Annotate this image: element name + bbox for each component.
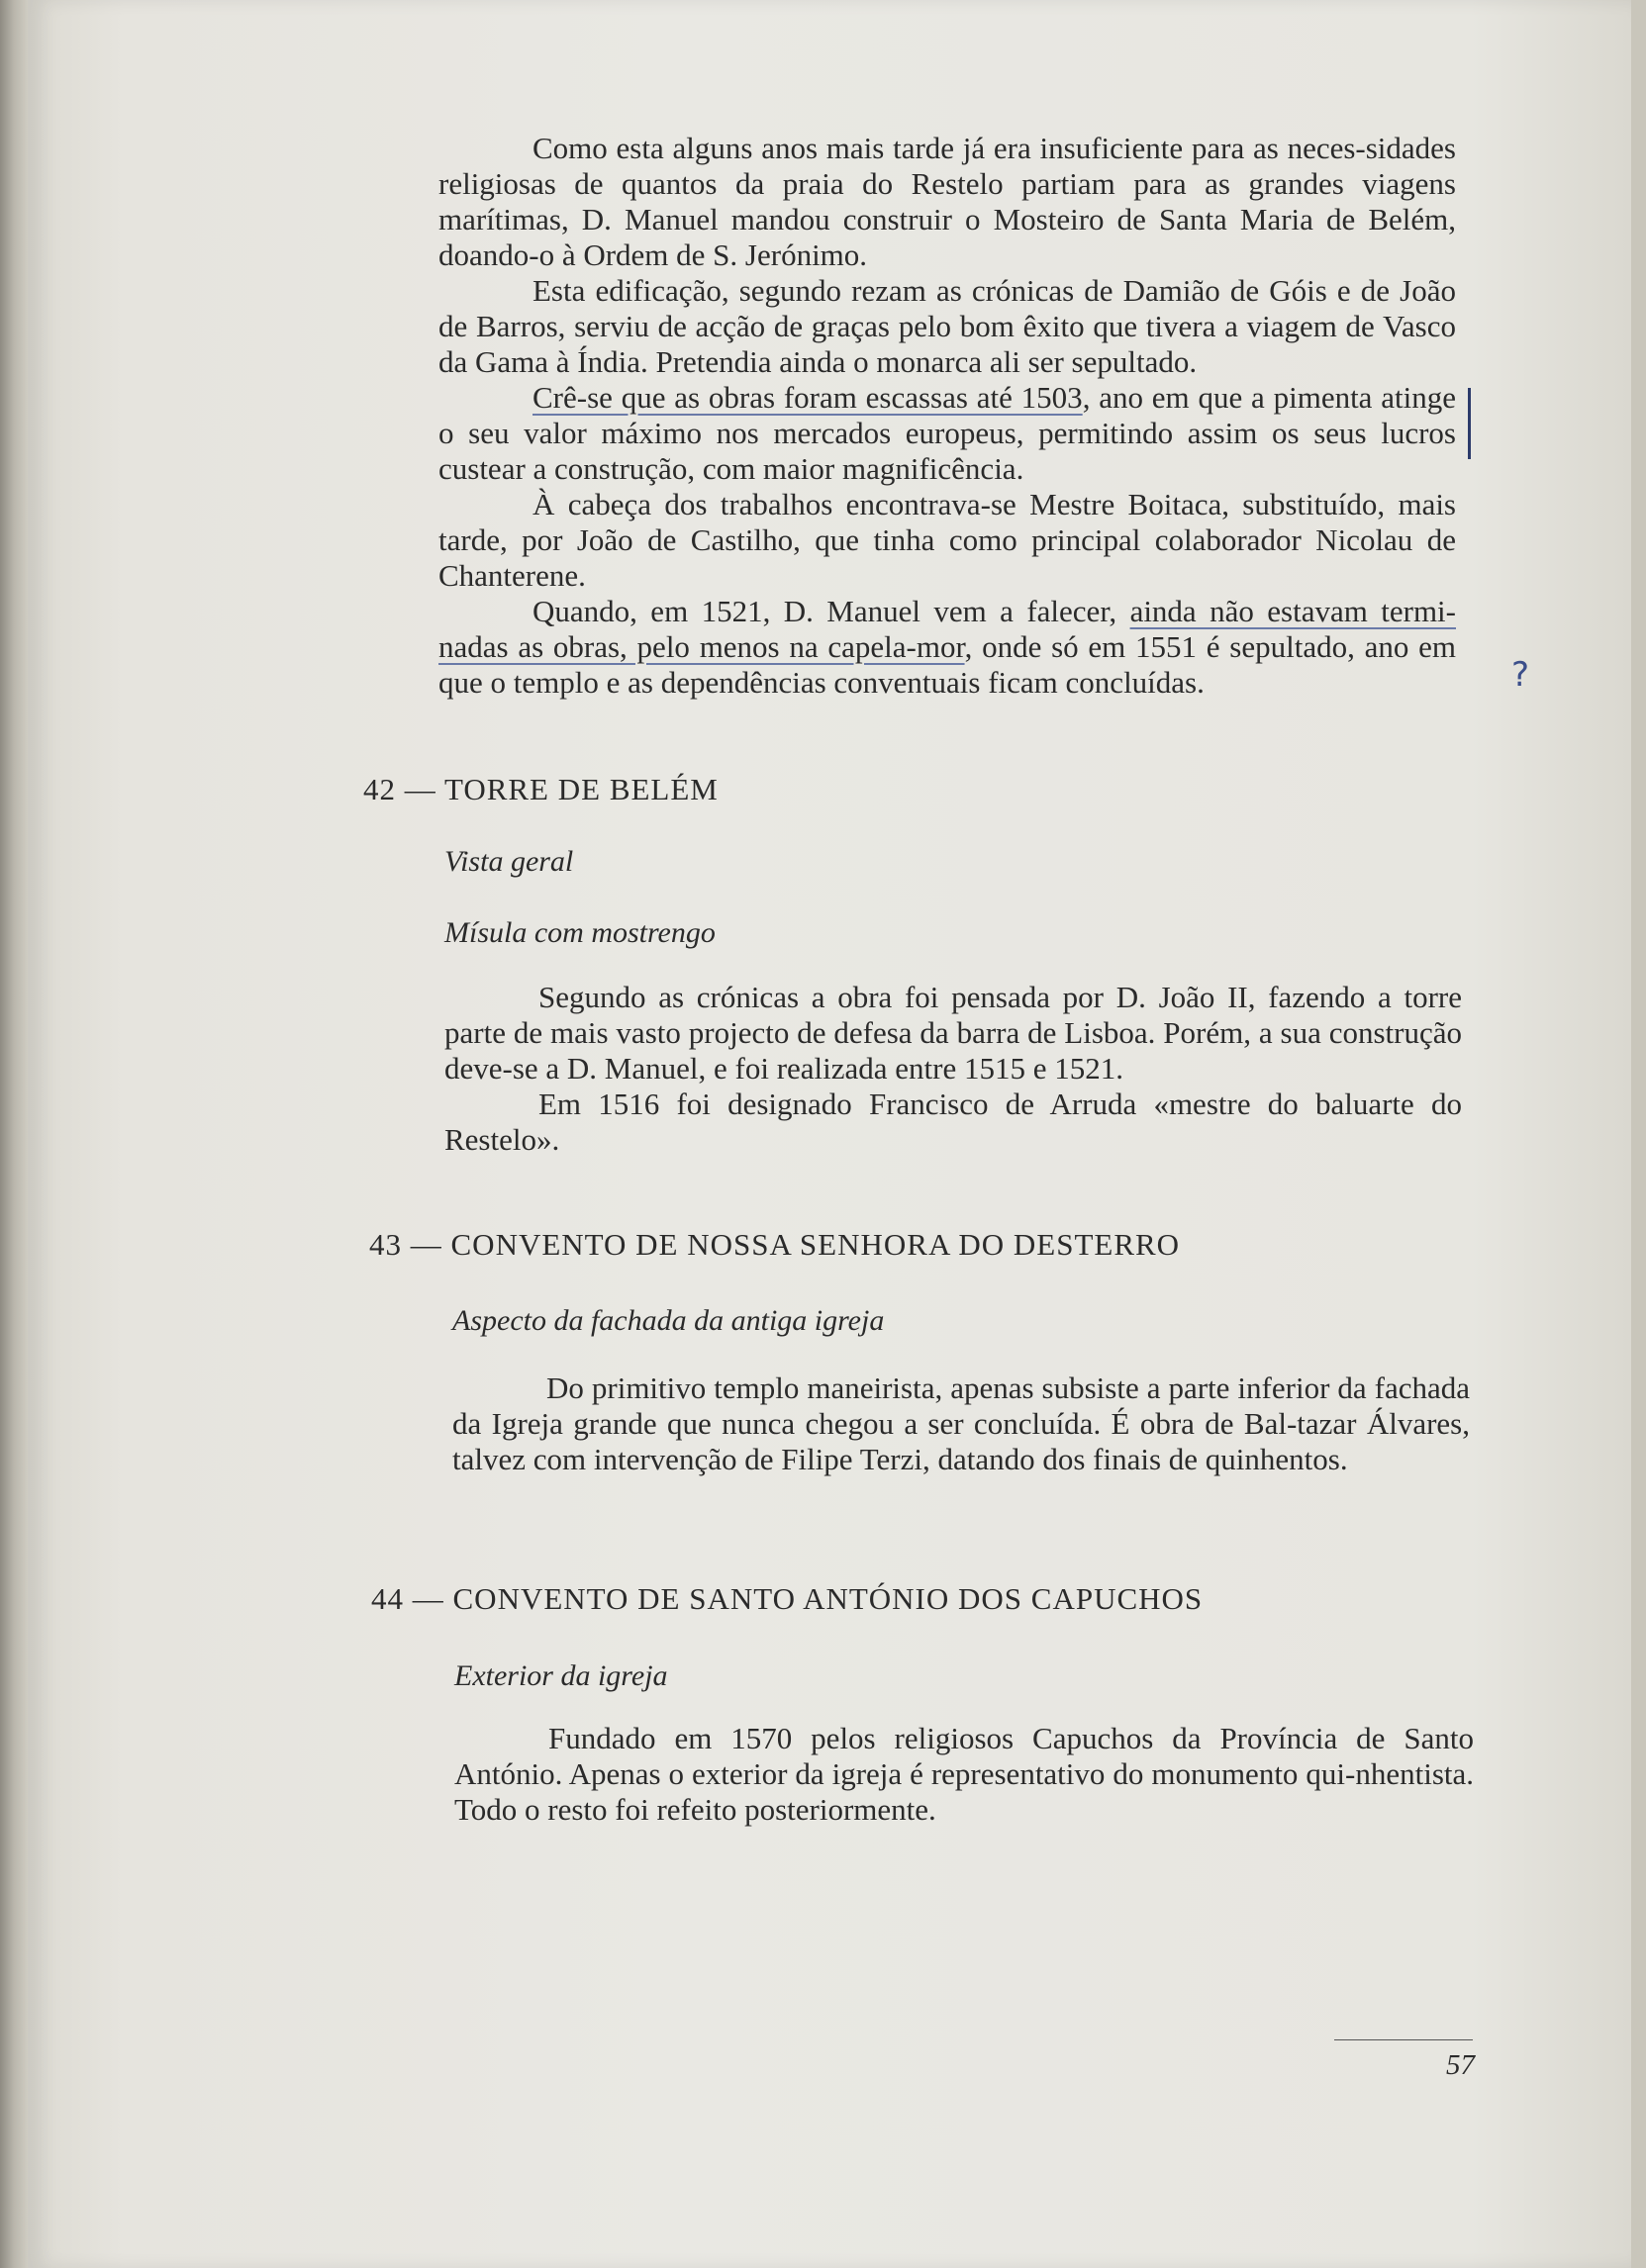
section-heading: 44 — CONVENTO DE SANTO ANTÓNIO DOS CAPUCHOS — [371, 1581, 1204, 1616]
section-subtitle: Mísula com mostrengo — [444, 916, 716, 949]
section-paragraph: Fundado em 1570 pelos religiosos Capuchos da Província de Santo António. Apenas o exterior da igreja é representativo do monumento qui-nhentista. Todo o resto foi refeito posteriormente. — [454, 1721, 1474, 1827]
section-heading: 43 — CONVENTO DE NOSSA SENHORA DO DESTERRO — [369, 1227, 1181, 1262]
section-text-block — [444, 980, 1462, 1158]
section-text-block — [452, 1370, 1470, 1477]
section-subtitle: Vista geral — [444, 845, 574, 878]
intro-paragraph: Como esta alguns anos mais tarde já era insuficiente para as neces-sidades religiosas de quantos da praia do Restelo partiam para as grandes viagens marítimas, D. Manuel mandou construir o Mosteiro de Santa Maria de Belém, doando-o à Ordem de S. Jerónimo. — [438, 131, 1456, 272]
intro-paragraph-annotated — [438, 594, 1456, 701]
paragraph-text: Quando, em 1521, D. Manuel vem a falecer, — [533, 594, 1130, 628]
margin-question-mark: ? — [1511, 655, 1530, 695]
section-text-block — [454, 1721, 1474, 1828]
intro-paragraph: Esta edificação, segundo rezam as crónicas de Damião de Góis e de João de Barros, serviu de acção de graças pelo bom êxito que tivera a viagem de Vasco da Gama à Índia. Pretendia ainda o monarca ali ser sepultado. — [438, 273, 1456, 379]
footer-rule — [1334, 2039, 1473, 2040]
section-paragraph: Do primitivo templo maneirista, apenas subsiste a parte inferior da fachada da Igreja grande que nunca chegou a ser concluída. É obra de Bal-tazar Álvares, talvez com intervenção de Filipe Terzi, datando dos finais de quinhentos. — [452, 1370, 1470, 1476]
section-subtitle: Aspecto da fachada da antiga igreja — [452, 1304, 885, 1337]
intro-paragraph-annotated — [438, 380, 1456, 487]
intro-paragraph: À cabeça dos trabalhos encontrava-se Mestre Boitaca, substituído, mais tarde, por João de Castilho, que tinha como principal colaborador Nicolau de Chanterene. — [438, 487, 1456, 593]
page-number: 57 — [1446, 2049, 1475, 2081]
underlined-text: ainda não estavam termi-nadas as obras, pelo menos na capela-mor — [438, 594, 1456, 664]
section-heading: 42 — TORRE DE BELÉM — [363, 772, 719, 806]
section-paragraph: Segundo as crónicas a obra foi pensada por D. João II, fazendo a torre parte de mais vasto projecto de defesa da barra de Lisboa. Porém, a sua construção deve-se a D. Manuel, e foi realizada entre 1515 e 1521. — [444, 980, 1462, 1086]
paragraph-text: , ano em que a pimenta atinge o seu valor máximo nos mercados europeus, permitindo assim os seus lucros custear a construção, com maior magnificência. — [438, 380, 1456, 486]
section-paragraph: Em 1516 foi designado Francisco de Arruda «mestre do baluarte do Restelo». — [444, 1087, 1462, 1157]
section-subtitle: Exterior da igreja — [454, 1659, 668, 1692]
margin-pen-mark — [1468, 388, 1471, 459]
paragraph-text: , onde só em 1551 é sepultado, ano em que o templo e as dependências conventuais ficam concluídas. — [438, 629, 1456, 700]
book-binding-edge — [0, 0, 28, 2268]
intro-text-block — [438, 131, 1456, 701]
underlined-text: Crê-se que as obras foram escassas até 1503 — [533, 380, 1083, 415]
